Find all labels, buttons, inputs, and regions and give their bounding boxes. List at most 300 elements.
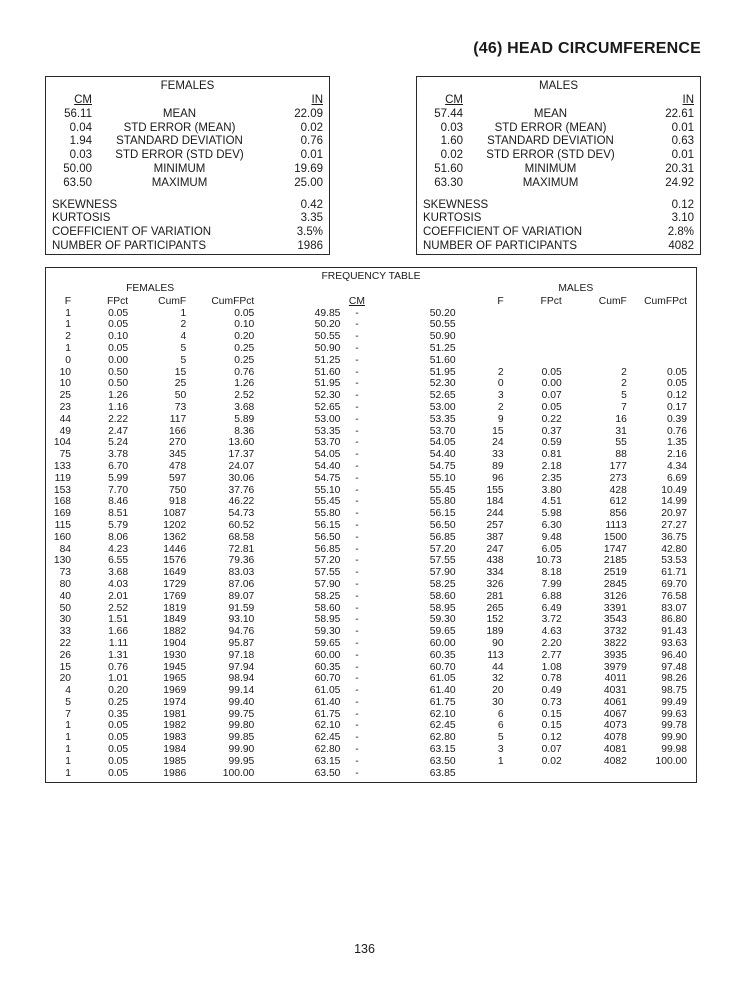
freq-cell-cm-high: 54.40 [429,449,456,461]
freq-cell-male-cumf: 7 [621,401,627,413]
summary-measure-row [46,108,329,122]
freq-cell-male-f: 24 [492,437,504,449]
freq-cell-female-f: 1 [65,744,72,756]
frequency-row [46,603,696,615]
freq-cell-male-f: 2 [497,401,504,413]
freq-cell-female-cumfpct: 79.36 [228,555,255,567]
freq-cell-female-fpct: 6.70 [108,460,129,472]
frequency-row [46,544,696,556]
freq-cell-male-cumf: 4082 [603,755,627,767]
frequency-row [46,343,696,355]
freq-cell-cm-low: 55.80 [314,508,341,520]
freq-cell-male-cumf: 612 [609,496,627,508]
in-unit-header: IN [311,94,323,106]
freq-cell-female-f: 1 [65,342,72,354]
freq-cell-female-cumf: 1986 [163,767,187,779]
freq-cell-female-f: 1 [65,720,72,732]
freq-cell-range-dash: - [355,531,359,543]
freq-cell-range-dash: - [355,354,359,366]
summary-stat-row [417,199,700,213]
summary-measure-row [46,149,329,163]
freq-cell-cm-high: 53.70 [429,425,456,437]
freq-cell-male-fpct: 2.35 [541,472,562,484]
freq-cell-cm-low: 56.15 [314,519,341,531]
freq-cell-male-cumfpct: 76.58 [661,590,687,602]
freq-cell-cm-low: 54.05 [314,449,341,461]
frequency-row [46,402,696,414]
freq-cell-range-dash: - [355,602,359,614]
freq-cell-female-f: 1 [65,767,72,779]
frequency-row [46,662,696,674]
freq-cell-female-f: 50 [59,602,72,614]
freq-cell-female-fpct: 2.22 [108,413,129,425]
freq-cell-cm-high: 58.60 [429,590,456,602]
freq-cell-male-cumf: 3543 [603,614,627,626]
freq-cell-male-cumfpct: 97.48 [661,661,687,673]
freq-cell-female-f: 1 [65,319,72,331]
freq-cell-male-cumfpct: 99.63 [661,708,687,720]
freq-cell-male-cumfpct: 93.63 [661,637,687,649]
freq-cell-female-cumfpct: 60.52 [228,519,255,531]
stat-value: 0.12 [671,198,694,211]
freq-cell-male-f: 3 [497,390,504,402]
freq-cell-female-f: 33 [59,626,72,638]
freq-cell-female-cumf: 1849 [163,614,187,626]
cm-value: 56.11 [64,107,92,120]
summary-units-row [46,94,329,108]
freq-cell-male-cumf: 4073 [603,720,627,732]
freq-cell-female-cumfpct: 98.94 [228,673,255,685]
freq-cell-cm-low: 62.45 [314,732,341,744]
freq-cell-range-dash: - [355,614,359,626]
freq-cell-cm-low: 55.10 [314,484,341,496]
freq-cell-male-fpct: 0.12 [541,732,562,744]
freq-cell-male-cumf: 2519 [603,567,627,579]
freq-cell-male-cumf: 55 [615,437,627,449]
freq-cell-cm-low: 58.25 [314,590,341,602]
male-f-header: F [497,295,504,307]
female-cumfpct-header: CumFPct [211,295,255,307]
freq-cell-male-cumfpct [627,331,696,343]
freq-cell-female-cumfpct: 37.76 [228,484,255,496]
in-value: 0.01 [671,121,694,134]
freq-cell-range-dash: - [355,649,359,661]
females-summary-title: FEMALES [160,80,215,92]
freq-cell-female-fpct: 0.05 [108,767,129,779]
freq-cell-male-cumfpct [627,308,696,320]
in-unit-header: IN [682,94,694,106]
freq-cell-male-cumfpct: 0.05 [666,378,687,390]
frequency-row [46,473,696,485]
frequency-column-header-row [46,295,696,308]
frequency-row [46,685,696,697]
frequency-row [46,579,696,591]
freq-cell-female-fpct: 2.52 [108,602,129,614]
freq-cell-male-f: 6 [497,708,504,720]
in-value: 25.00 [294,176,323,189]
freq-cell-female-fpct: 0.05 [108,319,129,331]
freq-cell-female-fpct: 7.70 [108,484,129,496]
frequency-row [46,720,696,732]
freq-cell-female-fpct: 0.10 [108,331,129,343]
frequency-row [46,414,696,426]
freq-cell-male-fpct: 0.15 [541,720,562,732]
freq-cell-female-cumfpct: 72.81 [228,543,255,555]
freq-cell-male-f: 155 [486,484,504,496]
freq-cell-male-cumfpct: 61.71 [661,567,687,579]
freq-cell-cm-low: 52.65 [314,401,341,413]
stat-value: 1986 [297,239,323,252]
freq-cell-male-cumf: 4031 [603,685,627,697]
freq-cell-male-cumf: 4011 [604,673,627,685]
frequency-row [46,567,696,579]
stat-label: KURTOSIS [423,212,482,225]
freq-cell-male-fpct: 0.22 [541,413,562,425]
freq-cell-male-cumf [562,355,627,367]
freq-cell-cm-low: 58.95 [314,614,341,626]
stat-value: 0.42 [300,198,323,211]
freq-cell-male-f [456,308,504,320]
stat-label: COEFFICIENT OF VARIATION [423,226,583,239]
freq-cell-female-cumfpct: 99.95 [228,755,255,767]
freq-cell-cm-high: 51.60 [429,354,456,366]
freq-cell-male-f: 96 [492,472,504,484]
freq-cell-range-dash: - [355,720,359,732]
freq-cell-female-fpct: 6.55 [108,555,129,567]
freq-cell-cm-high: 52.30 [429,378,456,390]
freq-cell-cm-high: 60.00 [429,637,456,649]
freq-cell-female-fpct: 1.16 [108,401,129,413]
freq-cell-female-cumfpct: 87.06 [228,578,255,590]
freq-cell-female-f: 1 [65,755,72,767]
freq-cell-cm-high: 56.85 [429,531,456,543]
freq-cell-female-cumf: 597 [169,472,187,484]
freq-cell-female-cumf: 478 [169,460,187,472]
stat-label: NUMBER OF PARTICIPANTS [52,239,206,252]
frequency-row [46,520,696,532]
freq-cell-male-cumfpct: 4.34 [666,460,687,472]
females-group-header: FEMALES [126,282,175,294]
freq-cell-male-cumfpct: 1.35 [666,437,687,449]
frequency-table-title: FREQUENCY TABLE [321,271,421,282]
freq-cell-range-dash: - [355,519,359,531]
freq-cell-cm-high: 55.10 [429,472,456,484]
freq-cell-female-f: 1 [65,307,72,319]
summary-measure-row [417,108,700,122]
freq-cell-male-cumfpct: 99.90 [661,732,687,744]
measure-label: STANDARD DEVIATION [116,135,243,148]
summary-spacer-row [417,191,700,199]
freq-cell-cm-low: 60.70 [314,673,341,685]
freq-cell-female-cumf: 117 [169,413,187,425]
frequency-row [46,756,696,768]
measure-label: MAXIMUM [522,176,579,189]
freq-cell-female-cumfpct: 0.20 [234,331,255,343]
freq-cell-female-cumfpct: 99.40 [228,696,255,708]
cm-value: 0.04 [69,121,92,134]
freq-cell-male-cumfpct: 14.99 [661,496,687,508]
freq-cell-cm-low: 61.40 [314,696,341,708]
freq-cell-male-cumf: 856 [609,508,627,520]
freq-cell-female-f: 49 [59,425,72,437]
freq-cell-female-fpct: 4.03 [108,578,129,590]
cm-unit-header: CM [445,94,463,106]
freq-cell-male-cumfpct: 83.07 [661,602,687,614]
freq-cell-female-fpct: 0.00 [108,354,129,366]
freq-cell-female-f: 10 [59,378,72,390]
cm-value: 0.02 [440,149,463,162]
measure-label: STD ERROR (MEAN) [123,121,236,134]
stat-value: 4082 [668,239,694,252]
freq-cell-cm-low: 58.60 [314,602,341,614]
cm-value: 63.50 [63,176,92,189]
freq-cell-male-cumfpct: 27.27 [661,519,687,531]
frequency-row [46,614,696,626]
freq-cell-cm-low: 62.10 [314,720,341,732]
freq-cell-female-cumfpct: 68.58 [228,531,255,543]
freq-cell-cm-high: 51.25 [429,342,456,354]
frequency-row [46,461,696,473]
freq-cell-female-cumfpct: 99.75 [228,708,255,720]
freq-cell-male-cumfpct: 98.75 [661,685,687,697]
freq-cell-female-cumf: 270 [169,437,187,449]
freq-cell-female-cumfpct: 0.25 [234,342,255,354]
freq-cell-female-f: 23 [59,401,72,413]
freq-cell-female-f: 80 [59,578,72,590]
freq-cell-male-fpct: 6.88 [541,590,562,602]
summary-measure-row [46,163,329,177]
freq-cell-cm-high: 62.10 [429,708,456,720]
freq-cell-range-dash: - [355,708,359,720]
freq-cell-female-f: 10 [59,366,72,378]
freq-cell-cm-high: 62.80 [429,732,456,744]
males-summary-body [417,108,700,254]
in-value: 22.09 [294,107,323,120]
freq-cell-range-dash: - [355,437,359,449]
freq-cell-male-cumf: 1113 [605,519,627,531]
male-cumfpct-header: CumFPct [644,295,687,307]
freq-cell-female-cumf: 1969 [163,685,187,697]
freq-cell-female-cumfpct: 3.68 [234,401,255,413]
freq-cell-male-fpct: 7.99 [541,578,562,590]
freq-cell-female-cumf: 1576 [163,555,187,567]
freq-cell-female-fpct: 5.99 [108,472,129,484]
freq-cell-female-cumf: 5 [180,354,187,366]
freq-cell-female-f: 0 [65,354,72,366]
freq-cell-range-dash: - [355,661,359,673]
freq-cell-female-cumf: 73 [174,401,187,413]
freq-cell-cm-high: 61.75 [429,696,456,708]
freq-cell-male-cumf [562,308,627,320]
cm-value: 1.94 [69,135,92,148]
freq-cell-female-cumf: 1 [180,307,187,319]
freq-cell-male-cumf: 3126 [603,590,627,602]
freq-cell-cm-low: 61.05 [314,685,341,697]
freq-cell-male-f: 3 [497,744,504,756]
stat-label: KURTOSIS [52,212,111,225]
freq-cell-male-fpct [504,308,562,320]
freq-cell-female-cumfpct: 89.07 [228,590,255,602]
freq-cell-male-cumfpct: 53.53 [661,555,687,567]
freq-cell-male-cumf [562,768,627,780]
freq-cell-cm-low: 57.20 [314,555,341,567]
freq-cell-cm-low: 61.75 [314,708,341,720]
measure-label: MINIMUM [524,162,577,175]
freq-cell-female-f: 25 [59,390,72,402]
freq-cell-cm-high: 58.95 [429,602,456,614]
freq-cell-male-cumf: 4067 [603,708,627,720]
freq-cell-male-fpct: 2.18 [541,460,562,472]
measure-label: STD ERROR (STD DEV) [486,149,615,162]
freq-cell-cm-low: 63.15 [314,755,341,767]
freq-cell-cm-high: 53.35 [429,413,456,425]
cm-value: 51.60 [434,162,463,175]
freq-cell-female-cumf: 1981 [163,708,187,720]
freq-cell-female-f: 133 [53,460,72,472]
freq-cell-range-dash: - [355,378,359,390]
freq-cell-female-fpct: 8.51 [108,508,129,520]
freq-cell-male-f [456,331,504,343]
freq-cell-female-cumfpct: 54.73 [228,508,255,520]
freq-cell-cm-low: 52.30 [314,390,341,402]
freq-cell-female-cumf: 1769 [163,590,187,602]
in-value: 0.76 [300,135,323,148]
freq-cell-cm-low: 51.95 [314,378,341,390]
freq-cell-male-cumf: 16 [615,413,627,425]
cm-value: 0.03 [440,121,463,134]
freq-cell-male-fpct: 3.72 [541,614,562,626]
freq-cell-female-cumfpct: 99.85 [228,732,255,744]
summary-units-row [417,94,700,108]
freq-cell-range-dash: - [355,366,359,378]
freq-cell-male-cumfpct: 0.05 [666,366,687,378]
freq-cell-male-cumf: 31 [615,425,627,437]
in-value: 0.01 [300,149,323,162]
frequency-row [46,437,696,449]
freq-cell-male-f: 387 [486,531,504,543]
freq-cell-female-cumfpct: 94.76 [228,626,255,638]
measure-label: MINIMUM [153,162,206,175]
freq-cell-female-cumfpct: 0.76 [234,366,255,378]
measure-label: STD ERROR (MEAN) [494,121,607,134]
in-value: 22.61 [665,107,694,120]
freq-cell-male-cumfpct: 99.98 [661,744,687,756]
freq-cell-range-dash: - [355,484,359,496]
freq-cell-male-fpct: 0.78 [541,673,562,685]
freq-cell-male-cumfpct: 69.70 [661,578,687,590]
freq-cell-range-dash: - [355,307,359,319]
freq-cell-female-cumf: 1087 [163,508,187,520]
freq-cell-male-cumfpct: 99.49 [661,696,687,708]
freq-cell-male-f: 281 [486,590,504,602]
freq-cell-female-cumf: 1729 [163,578,187,590]
measure-label: MEAN [533,107,568,120]
spacer-cell [417,191,700,199]
freq-cell-range-dash: - [355,543,359,555]
frequency-row [46,308,696,320]
frequency-row [46,555,696,567]
freq-cell-male-f: 5 [497,732,504,744]
freq-cell-male-fpct: 3.80 [541,484,562,496]
freq-cell-female-cumfpct: 83.03 [228,567,255,579]
freq-cell-male-cumfpct: 10.49 [661,484,687,496]
freq-cell-female-cumf: 1974 [163,696,187,708]
freq-cell-male-fpct [504,768,562,780]
freq-cell-female-fpct: 0.50 [108,378,129,390]
freq-cell-range-dash: - [355,508,359,520]
freq-cell-cm-high: 54.05 [429,437,456,449]
freq-cell-range-dash: - [355,401,359,413]
freq-cell-range-dash: - [355,626,359,638]
freq-cell-male-cumf: 5 [621,390,627,402]
freq-cell-male-f: 189 [486,626,504,638]
freq-cell-male-cumf: 3935 [603,649,627,661]
freq-cell-cm-high: 57.90 [429,567,456,579]
freq-cell-female-f: 20 [59,673,72,685]
freq-cell-female-cumf: 50 [174,390,187,402]
freq-cell-male-fpct [504,319,562,331]
freq-cell-cm-high: 63.15 [429,744,456,756]
freq-cell-male-fpct: 6.49 [541,602,562,614]
freq-cell-male-f: 9 [497,413,504,425]
freq-cell-range-dash: - [355,696,359,708]
stat-label: SKEWNESS [52,198,118,211]
freq-cell-male-cumf: 4081 [603,744,627,756]
freq-cell-male-f: 334 [486,567,504,579]
cm-value: 50.00 [63,162,92,175]
summary-measure-row [417,149,700,163]
freq-cell-cm-low: 62.80 [314,744,341,756]
females-summary-box [45,76,330,255]
freq-cell-cm-high: 56.50 [429,519,456,531]
freq-cell-female-cumfpct: 5.89 [234,413,255,425]
freq-cell-female-fpct: 2.01 [108,590,129,602]
freq-cell-male-cumf: 1747 [603,543,627,555]
frequency-row [46,367,696,379]
freq-cell-male-fpct: 0.05 [541,366,562,378]
freq-cell-female-fpct: 1.11 [108,637,129,649]
frequency-row [46,626,696,638]
freq-cell-female-cumfpct: 0.25 [234,354,255,366]
freq-cell-male-fpct [504,331,562,343]
freq-cell-female-fpct: 0.50 [108,366,129,378]
frequency-table-box [45,267,697,783]
freq-cell-female-cumf: 1202 [163,519,187,531]
freq-cell-cm-high: 56.15 [429,508,456,520]
in-value: 0.01 [671,149,694,162]
freq-cell-male-cumfpct: 0.12 [666,390,687,402]
freq-cell-female-cumf: 1982 [163,720,187,732]
freq-cell-male-cumfpct: 2.16 [666,449,687,461]
freq-cell-cm-low: 60.00 [314,649,341,661]
freq-cell-female-fpct: 3.78 [108,449,129,461]
freq-cell-male-f [456,319,504,331]
freq-cell-female-cumfpct: 24.07 [228,460,255,472]
freq-cell-cm-low: 51.25 [314,354,341,366]
freq-cell-male-fpct: 1.08 [541,661,562,673]
freq-cell-female-fpct: 1.26 [108,390,129,402]
freq-cell-range-dash: - [355,460,359,472]
freq-cell-female-fpct: 8.06 [108,531,129,543]
freq-cell-range-dash: - [355,449,359,461]
freq-cell-range-dash: - [355,567,359,579]
freq-cell-male-cumf: 2 [621,366,627,378]
freq-cell-female-cumf: 1945 [163,661,187,673]
summary-stat-row [46,212,329,226]
page-title: (46) HEAD CIRCUMFERENCE [473,40,701,57]
freq-cell-female-f: 84 [59,543,72,555]
freq-cell-range-dash: - [355,342,359,354]
